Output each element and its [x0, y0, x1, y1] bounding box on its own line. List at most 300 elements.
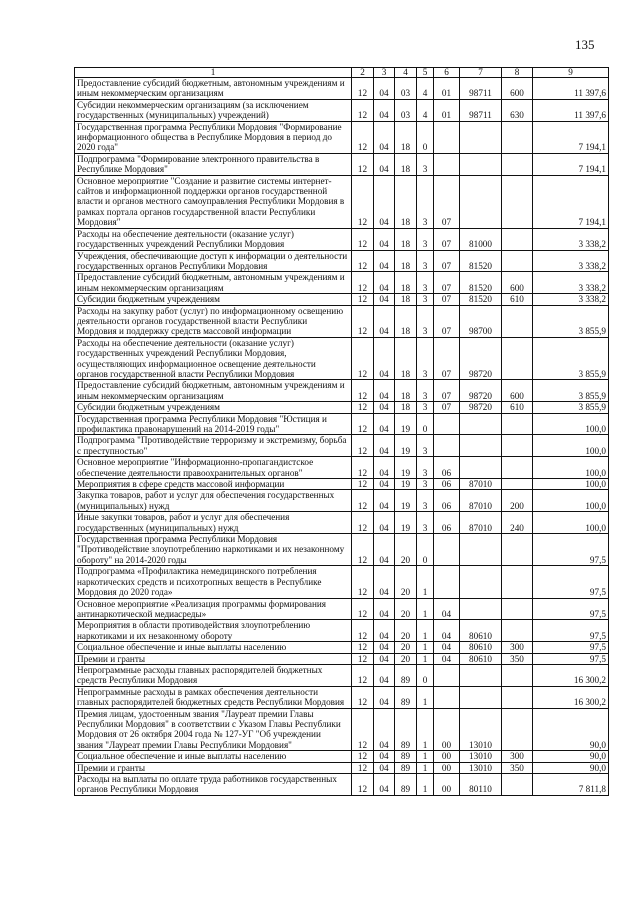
activity-code-cell — [434, 413, 460, 435]
amount-cell: 3 338,2 — [533, 272, 609, 294]
amount-cell: 97,5 — [533, 653, 609, 664]
direction-code-cell — [460, 457, 502, 479]
direction-code-cell: 81520 — [460, 294, 502, 305]
expense-type-cell: 600 — [502, 380, 533, 402]
table-row — [75, 413, 609, 435]
subprogram-code-cell: 0 — [417, 534, 434, 566]
amount-cell: 7 194,1 — [533, 153, 609, 175]
program-code-cell: 18 — [395, 380, 417, 402]
subsection-code-cell: 04 — [374, 250, 395, 272]
program-code-cell: 19 — [395, 512, 417, 534]
subsection-code-cell: 04 — [374, 413, 395, 435]
subsection-code-cell: 04 — [374, 228, 395, 250]
subprogram-code-cell: 0 — [417, 413, 434, 435]
program-code-cell: 20 — [395, 653, 417, 664]
table-row — [75, 78, 609, 100]
program-code-cell: 18 — [395, 228, 417, 250]
activity-code-cell — [434, 121, 460, 153]
section-code-cell: 12 — [352, 762, 374, 773]
section-code-cell: 12 — [352, 272, 374, 294]
amount-cell: 11 397,6 — [533, 99, 609, 121]
row-name-cell: Субсидии бюджетным учреждениям — [75, 402, 352, 413]
section-code-cell: 12 — [352, 413, 374, 435]
direction-code-cell — [460, 153, 502, 175]
program-code-cell: 18 — [395, 305, 417, 337]
expense-type-cell — [502, 566, 533, 598]
amount-cell: 97,5 — [533, 620, 609, 642]
section-code-cell: 12 — [352, 228, 374, 250]
column-header: 9 — [533, 68, 609, 78]
direction-code-cell: 80610 — [460, 653, 502, 664]
row-name-cell: Предоставление субсидий бюджетным, автономным учреждениям и иным некоммерческим организациям — [75, 380, 352, 402]
program-code-cell: 18 — [395, 402, 417, 413]
amount-cell: 3 855,9 — [533, 402, 609, 413]
section-code-cell: 12 — [352, 337, 374, 380]
row-name-cell: Государственная программа Республики Мордовия "Юстиция и профилактика правонарушений на 2014-2019 годы" — [75, 413, 352, 435]
subprogram-code-cell: 1 — [417, 686, 434, 708]
subprogram-code-cell: 3 — [417, 305, 434, 337]
expense-type-cell — [502, 664, 533, 686]
row-name-cell: Премии и гранты — [75, 653, 352, 664]
amount-cell: 100,0 — [533, 435, 609, 457]
row-name-cell: Основное мероприятие "Информационно-пропагандистское обеспечение деятельности правоохранительных органов" — [75, 457, 352, 479]
row-name-cell: Непрограммные расходы главных распорядителей бюджетных средств Республики Мордовия — [75, 664, 352, 686]
column-header: 8 — [502, 68, 533, 78]
section-code-cell: 12 — [352, 175, 374, 228]
amount-cell: 90,0 — [533, 762, 609, 773]
table-row — [75, 272, 609, 294]
expense-type-cell — [502, 457, 533, 479]
program-code-cell: 19 — [395, 413, 417, 435]
section-code-cell: 12 — [352, 153, 374, 175]
section-code-cell: 12 — [352, 620, 374, 642]
program-code-cell: 18 — [395, 337, 417, 380]
activity-code-cell: 04 — [434, 653, 460, 664]
expense-type-cell — [502, 121, 533, 153]
program-code-cell: 19 — [395, 479, 417, 490]
activity-code-cell: 07 — [434, 402, 460, 413]
section-code-cell: 12 — [352, 534, 374, 566]
subsection-code-cell: 04 — [374, 337, 395, 380]
table-row — [75, 121, 609, 153]
activity-code-cell: 07 — [434, 305, 460, 337]
subprogram-code-cell: 3 — [417, 175, 434, 228]
row-name-cell: Расходы на обеспечение деятельности (оказание услуг) государственных учреждений Республики Мордовия — [75, 228, 352, 250]
direction-code-cell: 87010 — [460, 512, 502, 534]
amount-cell: 97,5 — [533, 534, 609, 566]
amount-cell: 100,0 — [533, 490, 609, 512]
expense-type-cell — [502, 153, 533, 175]
column-header: 3 — [374, 68, 395, 78]
program-code-cell: 89 — [395, 762, 417, 773]
subsection-code-cell: 04 — [374, 175, 395, 228]
table-row — [75, 175, 609, 228]
section-code-cell: 12 — [352, 305, 374, 337]
section-code-cell: 12 — [352, 598, 374, 620]
subsection-code-cell: 04 — [374, 620, 395, 642]
subsection-code-cell: 04 — [374, 457, 395, 479]
row-name-cell: Мероприятия в области противодействия злоупотреблению наркотиками и их незаконному обороту — [75, 620, 352, 642]
program-code-cell: 89 — [395, 751, 417, 762]
subprogram-code-cell: 1 — [417, 708, 434, 751]
table-row — [75, 479, 609, 490]
program-code-cell: 19 — [395, 490, 417, 512]
activity-code-cell: 07 — [434, 175, 460, 228]
section-code-cell: 12 — [352, 78, 374, 100]
row-name-cell: Предоставление субсидий бюджетным, автономным учреждениям и иным некоммерческим организациям — [75, 272, 352, 294]
table-row — [75, 490, 609, 512]
subsection-code-cell: 04 — [374, 380, 395, 402]
column-header: 6 — [434, 68, 460, 78]
expense-type-cell — [502, 250, 533, 272]
section-code-cell: 12 — [352, 774, 374, 796]
column-header: 5 — [417, 68, 434, 78]
amount-cell: 11 397,6 — [533, 78, 609, 100]
expense-type-cell — [502, 686, 533, 708]
section-code-cell: 12 — [352, 294, 374, 305]
activity-code-cell: 01 — [434, 78, 460, 100]
program-code-cell: 03 — [395, 99, 417, 121]
subsection-code-cell: 04 — [374, 708, 395, 751]
subprogram-code-cell: 0 — [417, 121, 434, 153]
row-name-cell: Непрограммные расходы в рамках обеспечения деятельности главных распорядителей бюджетных средств Республики Мордовия — [75, 686, 352, 708]
direction-code-cell — [460, 413, 502, 435]
subprogram-code-cell: 4 — [417, 78, 434, 100]
direction-code-cell — [460, 664, 502, 686]
budget-table — [74, 67, 609, 796]
program-code-cell: 19 — [395, 457, 417, 479]
expense-type-cell — [502, 534, 533, 566]
subsection-code-cell: 04 — [374, 294, 395, 305]
row-name-cell: Расходы на закупку работ (услуг) по информационному освещению деятельности органов государственной власти Республики Мордовия и поддержку средств массовой информации — [75, 305, 352, 337]
activity-code-cell: 07 — [434, 272, 460, 294]
section-code-cell: 12 — [352, 686, 374, 708]
page-number: 135 — [575, 37, 595, 52]
section-code-cell: 12 — [352, 653, 374, 664]
activity-code-cell — [434, 664, 460, 686]
expense-type-cell: 630 — [502, 99, 533, 121]
row-name-cell: Подпрограмма "Формирование электронного правительства в Республике Мордовия" — [75, 153, 352, 175]
subsection-code-cell: 04 — [374, 598, 395, 620]
direction-code-cell — [460, 686, 502, 708]
activity-code-cell: 00 — [434, 751, 460, 762]
expense-type-cell — [502, 228, 533, 250]
expense-type-cell: 300 — [502, 642, 533, 653]
subprogram-code-cell: 1 — [417, 642, 434, 653]
direction-code-cell — [460, 534, 502, 566]
program-code-cell: 89 — [395, 774, 417, 796]
amount-cell: 16 300,2 — [533, 664, 609, 686]
table-row — [75, 457, 609, 479]
expense-type-cell: 610 — [502, 294, 533, 305]
section-code-cell: 12 — [352, 642, 374, 653]
amount-cell: 90,0 — [533, 751, 609, 762]
direction-code-cell — [460, 435, 502, 457]
table-row — [75, 774, 609, 796]
subsection-code-cell: 04 — [374, 435, 395, 457]
subprogram-code-cell: 3 — [417, 228, 434, 250]
subprogram-code-cell: 0 — [417, 664, 434, 686]
section-code-cell: 12 — [352, 402, 374, 413]
subprogram-code-cell: 3 — [417, 250, 434, 272]
table-row — [75, 337, 609, 380]
direction-code-cell: 80610 — [460, 642, 502, 653]
subsection-code-cell: 04 — [374, 479, 395, 490]
direction-code-cell: 98720 — [460, 380, 502, 402]
amount-cell: 100,0 — [533, 512, 609, 534]
activity-code-cell: 07 — [434, 380, 460, 402]
row-name-cell: Расходы на выплаты по оплате труда работников государственных органов Республики Мордовия — [75, 774, 352, 796]
direction-code-cell: 98720 — [460, 337, 502, 380]
expense-type-cell: 300 — [502, 751, 533, 762]
subprogram-code-cell: 3 — [417, 380, 434, 402]
amount-cell: 97,5 — [533, 598, 609, 620]
row-name-cell: Подпрограмма «Профилактика немедицинского потребления наркотических средств и психотропных веществ в Республике Мордовия до 2020 года» — [75, 566, 352, 598]
direction-code-cell: 98711 — [460, 78, 502, 100]
column-header: 1 — [75, 68, 352, 78]
subsection-code-cell: 04 — [374, 686, 395, 708]
activity-code-cell: 01 — [434, 99, 460, 121]
row-name-cell: Премия лицам, удостоенным звания "Лауреат премии Главы Республики Мордовия" в соответствии с Указом Главы Республики Мордовия от 26 октября 2004 года № 127-УГ "Об учреждении звания "Лауреат премии Главы Республики Мордовия" — [75, 708, 352, 751]
amount-cell: 90,0 — [533, 708, 609, 751]
subprogram-code-cell: 1 — [417, 653, 434, 664]
subsection-code-cell: 04 — [374, 534, 395, 566]
program-code-cell: 20 — [395, 534, 417, 566]
column-header: 4 — [395, 68, 417, 78]
table-row — [75, 534, 609, 566]
amount-cell: 97,5 — [533, 566, 609, 598]
table-row — [75, 708, 609, 751]
subprogram-code-cell: 3 — [417, 337, 434, 380]
section-code-cell: 12 — [352, 512, 374, 534]
section-code-cell: 12 — [352, 664, 374, 686]
activity-code-cell: 07 — [434, 294, 460, 305]
table-row — [75, 566, 609, 598]
amount-cell: 7 194,1 — [533, 121, 609, 153]
table-row — [75, 686, 609, 708]
expense-type-cell — [502, 435, 533, 457]
expense-type-cell — [502, 620, 533, 642]
row-name-cell: Учреждения, обеспечивающие доступ к информации о деятельности государственных органов Республики Мордовия — [75, 250, 352, 272]
row-name-cell: Социальное обеспечение и иные выплаты населению — [75, 642, 352, 653]
program-code-cell: 18 — [395, 121, 417, 153]
activity-code-cell: 04 — [434, 620, 460, 642]
direction-code-cell: 13010 — [460, 708, 502, 751]
subprogram-code-cell: 3 — [417, 479, 434, 490]
program-code-cell: 18 — [395, 175, 417, 228]
subsection-code-cell: 04 — [374, 490, 395, 512]
direction-code-cell — [460, 175, 502, 228]
row-name-cell: Мероприятия в сфере средств массовой информации — [75, 479, 352, 490]
table-row — [75, 620, 609, 642]
subsection-code-cell: 04 — [374, 664, 395, 686]
column-header: 7 — [460, 68, 502, 78]
activity-code-cell — [434, 435, 460, 457]
program-code-cell: 20 — [395, 642, 417, 653]
activity-code-cell: 00 — [434, 708, 460, 751]
section-code-cell: 12 — [352, 708, 374, 751]
direction-code-cell: 81520 — [460, 272, 502, 294]
direction-code-cell — [460, 566, 502, 598]
expense-type-cell: 600 — [502, 272, 533, 294]
activity-code-cell: 07 — [434, 228, 460, 250]
subprogram-code-cell: 3 — [417, 490, 434, 512]
program-code-cell: 20 — [395, 620, 417, 642]
table-row — [75, 512, 609, 534]
activity-code-cell: 06 — [434, 490, 460, 512]
program-code-cell: 18 — [395, 272, 417, 294]
table-header-row — [75, 68, 609, 78]
row-name-cell: Государственная программа Республики Мордовия "Формирование информационного общества в Республике Мордовия в период до 2020 года" — [75, 121, 352, 153]
subsection-code-cell: 04 — [374, 272, 395, 294]
expense-type-cell: 200 — [502, 490, 533, 512]
expense-type-cell — [502, 708, 533, 751]
direction-code-cell: 80110 — [460, 774, 502, 796]
subsection-code-cell: 04 — [374, 512, 395, 534]
program-code-cell: 18 — [395, 250, 417, 272]
table-row — [75, 642, 609, 653]
expense-type-cell: 350 — [502, 653, 533, 664]
subprogram-code-cell: 4 — [417, 99, 434, 121]
section-code-cell: 12 — [352, 566, 374, 598]
subprogram-code-cell: 1 — [417, 751, 434, 762]
subprogram-code-cell: 3 — [417, 457, 434, 479]
subsection-code-cell: 04 — [374, 566, 395, 598]
direction-code-cell: 98700 — [460, 305, 502, 337]
row-name-cell: Закупка товаров, работ и услуг для обеспечения государственных (муниципальных) нужд — [75, 490, 352, 512]
subsection-code-cell: 04 — [374, 642, 395, 653]
expense-type-cell — [502, 305, 533, 337]
table-row — [75, 598, 609, 620]
direction-code-cell: 98711 — [460, 99, 502, 121]
subsection-code-cell: 04 — [374, 774, 395, 796]
subprogram-code-cell: 3 — [417, 294, 434, 305]
section-code-cell: 12 — [352, 250, 374, 272]
table-row — [75, 294, 609, 305]
amount-cell: 100,0 — [533, 479, 609, 490]
program-code-cell: 03 — [395, 78, 417, 100]
table-row — [75, 653, 609, 664]
direction-code-cell: 13010 — [460, 751, 502, 762]
amount-cell: 100,0 — [533, 457, 609, 479]
subprogram-code-cell: 3 — [417, 402, 434, 413]
subprogram-code-cell: 1 — [417, 774, 434, 796]
subprogram-code-cell: 1 — [417, 762, 434, 773]
section-code-cell: 12 — [352, 490, 374, 512]
activity-code-cell: 04 — [434, 598, 460, 620]
expense-type-cell — [502, 479, 533, 490]
table-row — [75, 751, 609, 762]
direction-code-cell — [460, 121, 502, 153]
activity-code-cell — [434, 153, 460, 175]
table-row — [75, 762, 609, 773]
expense-type-cell: 600 — [502, 78, 533, 100]
amount-cell: 3 338,2 — [533, 250, 609, 272]
section-code-cell: 12 — [352, 479, 374, 490]
row-name-cell: Государственная программа Республики Мордовия "Противодействие злоупотреблению наркотиками и их незаконному обороту" на 2014-2020 годы — [75, 534, 352, 566]
subprogram-code-cell: 3 — [417, 512, 434, 534]
expense-type-cell: 350 — [502, 762, 533, 773]
row-name-cell: Расходы на обеспечение деятельности (оказание услуг) государственных учреждений Республики Мордовия, осуществляющих информационное освещение деятельности органов государственной власти Республики Мордовия — [75, 337, 352, 380]
amount-cell: 7 194,1 — [533, 175, 609, 228]
row-name-cell: Основное мероприятие «Реализация программы формирования антинаркотической медиасреды» — [75, 598, 352, 620]
activity-code-cell: 06 — [434, 512, 460, 534]
row-name-cell: Иные закупки товаров, работ и услуг для обеспечения государственных (муниципальных) нужд — [75, 512, 352, 534]
direction-code-cell: 13010 — [460, 762, 502, 773]
activity-code-cell: 06 — [434, 457, 460, 479]
subsection-code-cell: 04 — [374, 153, 395, 175]
activity-code-cell: 00 — [434, 762, 460, 773]
expense-type-cell — [502, 175, 533, 228]
subsection-code-cell: 04 — [374, 653, 395, 664]
table-row — [75, 153, 609, 175]
row-name-cell: Премии и гранты — [75, 762, 352, 773]
amount-cell: 3 855,9 — [533, 380, 609, 402]
table-row — [75, 250, 609, 272]
amount-cell: 3 855,9 — [533, 305, 609, 337]
subsection-code-cell: 04 — [374, 762, 395, 773]
subsection-code-cell: 04 — [374, 121, 395, 153]
subsection-code-cell: 04 — [374, 751, 395, 762]
section-code-cell: 12 — [352, 99, 374, 121]
activity-code-cell: 04 — [434, 642, 460, 653]
subprogram-code-cell: 1 — [417, 566, 434, 598]
row-name-cell: Подпрограмма "Противодействие терроризму и экстремизму, борьба с преступностью" — [75, 435, 352, 457]
program-code-cell: 18 — [395, 153, 417, 175]
activity-code-cell — [434, 686, 460, 708]
column-header: 2 — [352, 68, 374, 78]
section-code-cell: 12 — [352, 457, 374, 479]
amount-cell: 3 338,2 — [533, 228, 609, 250]
direction-code-cell: 87010 — [460, 479, 502, 490]
row-name-cell: Субсидии бюджетным учреждениям — [75, 294, 352, 305]
direction-code-cell: 98720 — [460, 402, 502, 413]
section-code-cell: 12 — [352, 121, 374, 153]
amount-cell: 16 300,2 — [533, 686, 609, 708]
direction-code-cell: 80610 — [460, 620, 502, 642]
program-code-cell: 89 — [395, 708, 417, 751]
subprogram-code-cell: 1 — [417, 598, 434, 620]
table-row — [75, 305, 609, 337]
subsection-code-cell: 04 — [374, 99, 395, 121]
direction-code-cell — [460, 598, 502, 620]
expense-type-cell — [502, 337, 533, 380]
program-code-cell: 89 — [395, 686, 417, 708]
activity-code-cell — [434, 566, 460, 598]
program-code-cell: 19 — [395, 435, 417, 457]
activity-code-cell — [434, 534, 460, 566]
amount-cell: 100,0 — [533, 413, 609, 435]
section-code-cell: 12 — [352, 380, 374, 402]
subprogram-code-cell: 3 — [417, 153, 434, 175]
subsection-code-cell: 04 — [374, 305, 395, 337]
direction-code-cell: 81000 — [460, 228, 502, 250]
program-code-cell: 20 — [395, 598, 417, 620]
table-row — [75, 435, 609, 457]
table-row — [75, 380, 609, 402]
expense-type-cell: 240 — [502, 512, 533, 534]
activity-code-cell: 07 — [434, 337, 460, 380]
amount-cell: 97,5 — [533, 642, 609, 653]
program-code-cell: 89 — [395, 664, 417, 686]
program-code-cell: 20 — [395, 566, 417, 598]
expense-type-cell — [502, 774, 533, 796]
row-name-cell: Основное мероприятие "Создание и развитие системы интернет-сайтов и информационной поддержки органов государственной власти и органов местного самоуправления Республики Мордовия в рамках портала органов государственной власти Республики Мордовия" — [75, 175, 352, 228]
expense-type-cell: 610 — [502, 402, 533, 413]
activity-code-cell: 06 — [434, 479, 460, 490]
subprogram-code-cell: 1 — [417, 620, 434, 642]
row-name-cell: Социальное обеспечение и иные выплаты населению — [75, 751, 352, 762]
